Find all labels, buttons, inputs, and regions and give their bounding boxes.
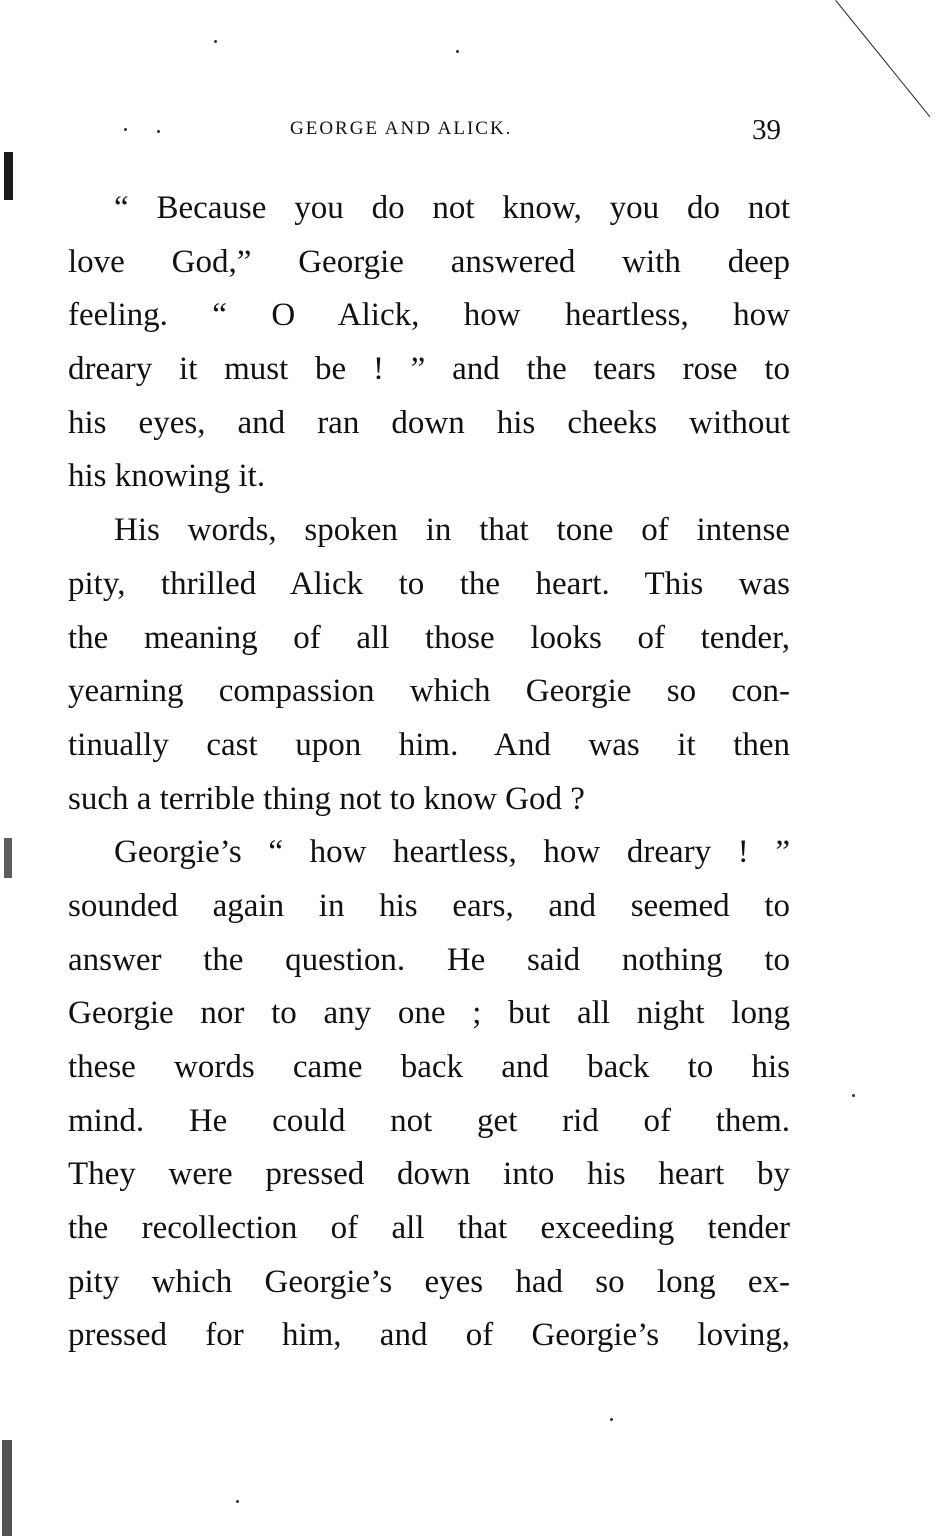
text-line: His words, spoken in that tone of intense xyxy=(114,512,790,549)
text-line: sounded again in his ears, and seemed to xyxy=(68,887,790,924)
text-line: the meaning of all those looks of tender, xyxy=(68,619,790,656)
text-line: They were pressed down into his heart by xyxy=(68,1156,790,1193)
text-line: feeling. “ O Alick, how heartless, how xyxy=(68,297,790,334)
page-number: 39 xyxy=(752,114,781,146)
text-line: tinually cast upon him. And was it then xyxy=(68,726,790,763)
scan-corner-line xyxy=(835,0,930,117)
text-line: pity, thrilled Alick to the heart. This was xyxy=(68,565,790,602)
body-text xyxy=(68,182,790,1363)
scan-speck xyxy=(236,1500,239,1503)
text-line: answer the question. He said nothing to xyxy=(68,941,790,978)
text-line: Georgie nor to any one ; but all night long xyxy=(68,995,790,1032)
text-line: these words came back and back to his xyxy=(68,1049,790,1085)
scan-edge-mark-top xyxy=(4,152,13,200)
text-line: pity which Georgie’s eyes had so long ex- xyxy=(68,1263,790,1300)
text-line: his knowing it. xyxy=(68,458,266,495)
text-line: his eyes, and ran down his cheeks without xyxy=(68,404,790,441)
running-head: GEORGE AND ALICK. xyxy=(290,118,513,139)
text-line: “ Because you do not know, you do not xyxy=(114,190,790,226)
scan-speck xyxy=(124,128,127,131)
text-line: yearning compassion which Georgie so con- xyxy=(68,673,790,710)
text-line: love God,” Georgie answered with deep xyxy=(68,243,790,280)
scan-edge-mark-bottom xyxy=(2,1440,12,1536)
scan-speck xyxy=(610,1418,613,1421)
text-line: the recollection of all that exceeding tender xyxy=(68,1210,790,1247)
scan-speck xyxy=(214,40,217,43)
text-line: dreary it must be ! ” and the tears rose to xyxy=(68,351,790,388)
text-line: pressed for him, and of Georgie’s loving, xyxy=(68,1317,790,1354)
text-line: Georgie’s “ how heartless, how dreary ! ” xyxy=(114,834,790,871)
scan-speck xyxy=(157,130,160,133)
scan-speck xyxy=(456,50,459,53)
text-line: such a terrible thing not to know God ? xyxy=(68,780,585,817)
scan-speck xyxy=(852,1094,855,1097)
text-line: mind. He could not get rid of them. xyxy=(68,1102,790,1139)
scan-edge-mark-middle xyxy=(4,838,12,878)
